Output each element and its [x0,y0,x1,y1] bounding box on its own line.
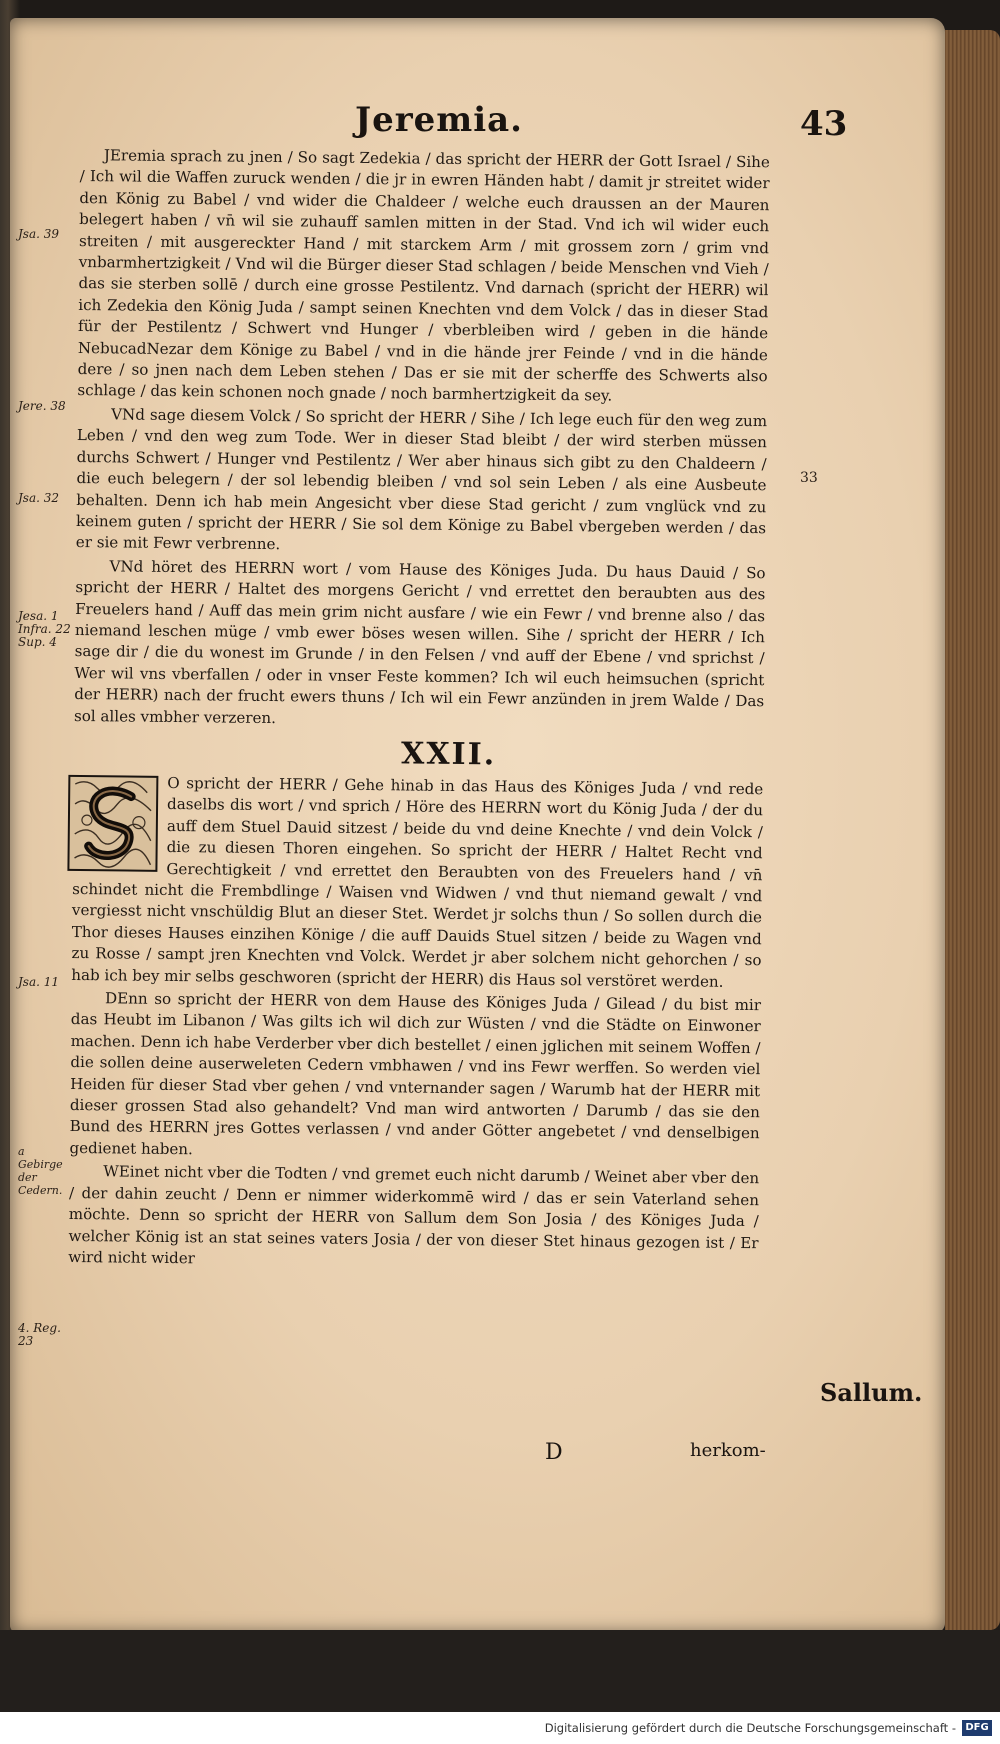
book-fore-edge [945,30,1000,1630]
chapter-opening [71,772,763,993]
margin-note: Jere. 38 [18,399,66,413]
margin-note: Jesa. 1 Infra. 22 Sup. 4 [18,609,71,649]
margin-mark: 33 [800,470,818,486]
paragraph: WEinet nicht vber die Todten / vnd gremet euch nicht darumb / Weinet aber vber den / der dahin zeucht / Denn er nimmer widerkommē wird / das er sein Vaterland sehen möchte. Denn so spricht der HERR von Sallum dem Son Josia / des Königes Juda / welcher König ist an stat seines vaters Josia / der von dieser Stet hinaus gezogen ist / Er wird nicht wider [68,1162,760,1268]
paragraph: O spricht der HERR / Gehe hinab in das Haus des Königes Juda / vnd rede daselbs dis wort / vnd sprich / Höre des HERRN wort du König Juda / der du auff dem Stuel Dauid sitzest / beide du vnd deine Knechte / vnd dein Volck / die zu diesen Thoren eingehen. So spricht der HERR / Haltet Recht vnd Gerechtigkeit / vnd errettet den Beraubten von des Freuelers hand / vn̄ schindet nicht die Frembdlinge / Waisen vnd Widwen / vnd thut niemand gewalt / vnd vergiesst nicht vnschüldig Blut an dieser Stet. Werdet jr solchs thun / So sollen durch die Thor dieses Hauses einzihen Könige / die auff Dauids Stuel sitzen / beide zu Wagen vnd zu Rosse / sampt jren Knechten vnd Volck. Werdet jr aber solchem nicht gehorchen / so hab ich bey mir selbs geschworen (spricht der HERR) dis Haus sol verstöret werden. [71,773,764,991]
margin-note: Jsa. 32 [18,491,60,505]
margin-note: Jsa. 11 [18,975,60,989]
margin-note: Jsa. 39 [18,227,60,241]
paragraph: DEnn so spricht der HERR von dem Hause des Königes Juda / Gilead / du bist mir das Heubt im Libanon / Was gilts ich wil dich zur Wüsten / vnd die Städte on Einwoner machen. Denn ich habe Verderber vber dich bestellet / einen jglichen mit seinem Woffen / die sollen deine auserweleten Cedern vmbhawen / vnd ins Fewr werffen. So werden viel Heiden für dieser Stad vber gehen / vnd vnternander sagen / Warumb hat der HERR mit dieser grossen Stad also gehandelt? Vnd man wird antworten / Darumb / das sie den Bund des HERRN jres Gottes verlassen / vnd ander Götter angebetet / vnd denselbigen gedienet haben. [69,989,762,1159]
running-title: Jeremia. [355,100,524,140]
dfg-logo-icon: DFG [962,1720,992,1736]
margin-note: 4. Reg. 23 [18,1321,61,1348]
page-header [0,100,1000,150]
decorated-initial-s-icon [66,774,159,873]
chapter-number: XXII. [400,736,497,773]
signature-mark: D [545,1440,563,1465]
catchword: herkom- [690,1440,766,1461]
footer-bar [0,1712,1000,1744]
main-text-block [65,145,770,1582]
paragraph: VNd höret des HERRN wort / vom Hause des Königes Juda. Du haus Dauid / So spricht der HERR / Haltet des morgens Gericht / vnd errettet den beraubten aus des Freuelers hand / Auff das mein grim nicht ausfare / wie ein Fewr / vnd brenne also / das niemand leschen müge / vmb ewer böses wesen willen. Sihe / spricht der HERR / Ich sage dir / die du wonest im Grunde / in den Felsen / vnd auff der Ebene / vnd sprichst / Wer wil vns vberfallen / oder in vnser Feste kommen? Ich wil euch heimsuchen (spricht der HERR) nach der frucht ewers thuns / Ich wil ein Fewr anzünden in jrem Walde / Das sol alles vmbher verzeren. [73,557,766,727]
margin-note: a Gebirge der Cedern. [18,1145,63,1197]
paragraph: JEremia sprach zu jnen / So sagt Zedekia / das spricht der HERR der Gott Israel / Sihe / Ich wil die Waffen zuruck wenden / die jr in ewren Händen habt / damit jr streitet wider den König zu Babel / vnd wider die Chaldeer / welche euch draussen an der Mauren belegert haben / vn̄ wil sie zuhauff samlen mitten in der Stad. Vnd ich wil wider euch streiten / mit ausgereckter Hand / mit starckem Arm / mit grossem zorn / grim vnd vnbarmhertzigkeit / Vnd wil die Bürger dieser Stad schlagen / beide Menschen vnd Vieh / das sie sterben sollē / durch eine grosse Pestilentz. Vnd darnach (spricht der HERR) wil ich Zedekia den König Juda / sampt seinen Knechten vnd dem Volck / das in dieser Stad für der Pestilentz / Schwert vnd Hunger / vberbleiben wird / geben in die hände NebucadNezar dem Könige zu Babel / vnd in die hände jrer Feinde / vnd in die händе dere / so jnen nach dem Leben stehen / Das er sie mit der scherffe des Schwerts also schlage / das kein schonen noch gnade / noch barmhertzigkeit da sey. [77,146,770,406]
scan-bottom-edge [0,1630,1000,1712]
paragraph: VNd sage diesem Volck / So spricht der HERR / Sihe / Ich lege euch für den weg zum Leben / vnd den weg zum Tode. Wer in dieser Stad bleibt / der wird sterben müssen durchs Schwert / Hunger vnd Pestilentz / Wer aber hinaus sich gibt zu den Chaldeern / die euch belegern / der sol lebendig bleiben / vnd sol sein Leben / als eine Ausbeute behalten. Denn ich hab mein Angesicht vber diese Stad gericht / zum vnglück vnd zu keinem guten / spricht der HERR / Sie sol dem Könige zu Babel vbergeben werden / das er sie mit Fewr verbrenne. [75,405,768,554]
footer-text: Digitalisierung gefördert durch die Deutsche Forschungsgemeinschaft - [544,1721,956,1735]
page-number: 43 [800,104,848,144]
margin-heading: Sallum. [820,1378,923,1407]
